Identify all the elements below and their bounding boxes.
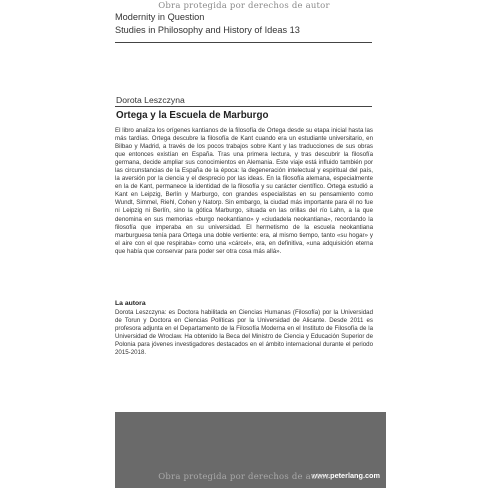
author-name: Dorota Leszczyna xyxy=(116,95,185,105)
series-divider xyxy=(115,42,372,43)
series-subtitle: Studies in Philosophy and History of Ideas 13 xyxy=(115,24,300,35)
book-title: Ortega y la Escuela de Marburgo xyxy=(116,110,269,121)
series-info xyxy=(115,11,300,36)
book-description: El libro analiza los orígenes kantianos de la filosofía de Ortega desde su etapa inicial hasta las más tardías. Ortega descubre la filosofía de Kant cuando era un estudiante universitario, en Bilbao y Madrid, a través de los pocos trabajos sobre Kant y las traducciones de sus obras que entonces existían en España. Tras una primera lectura, y tras descubrir la filosofía germana, decide ampliar sus conocimientos en Alemania. Este viaje está influido también por las circunstancias de la España de la época: la degeneración intelectual y espiritual del país, la aversión por la ciencia y el desprecio por las ideas. En la filosofía alemana, especialmente en la de Kant, permanece la identidad de la filosofía y su carácter científico. Ortega estudió a Kant en Leipzig, Berlín y Marburgo, con grandes especialistas en su pensamiento como Wundt, Simmel, Riehl, Cohen y Natorp. Sin embargo, la ciudad más importante para él no fue ni Leipzig ni Berlín, sino la gótica Marburgo, situada en las orillas del río Lahn, a la que denomina en sus memorias «burgo neokantiano» y «ciudadela neokantiana», recordando la filosofía que imperaba en su universidad. El hermetismo de la escuela neokantiana marburguesa tenía para Ortega una doble vertiente: era, al mismo tiempo, tanto «su hogar» y el aire con el que respiraba» como una «cárcel», era, en definitiva, «una adquisición eterna que había que conservar para poder ser otra cosa más allá». xyxy=(115,127,373,255)
copyright-watermark-top: Obra protegida por derechos de autor xyxy=(158,1,330,11)
series-name: Modernity in Question xyxy=(115,12,205,22)
author-section-heading: La autora xyxy=(115,300,146,307)
author-bio: Dorota Leszczyna: es Doctora habilitada en Ciencias Humanas (Filosofía) por la Universidad de Torun y Doctora en Ciencias Políticas por la Universidad de Alicante. Desde 2011 es profesora adjunta en el Departamento de la Filosofía Moderna en el Instituto de Filosofía de la Universidad de Wroclaw. Ha obtenido la Beca del Ministro de Ciencia y Educación Superior de Polonia para jóvenes investigadores destacados en el ámbito internacional durante el periodo 2015-2018. xyxy=(115,309,373,357)
title-divider xyxy=(115,106,372,107)
publisher-website[interactable]: www.peterlang.com xyxy=(311,471,380,480)
copyright-watermark-bottom: Obra protegida por derechos de autor xyxy=(158,472,330,482)
